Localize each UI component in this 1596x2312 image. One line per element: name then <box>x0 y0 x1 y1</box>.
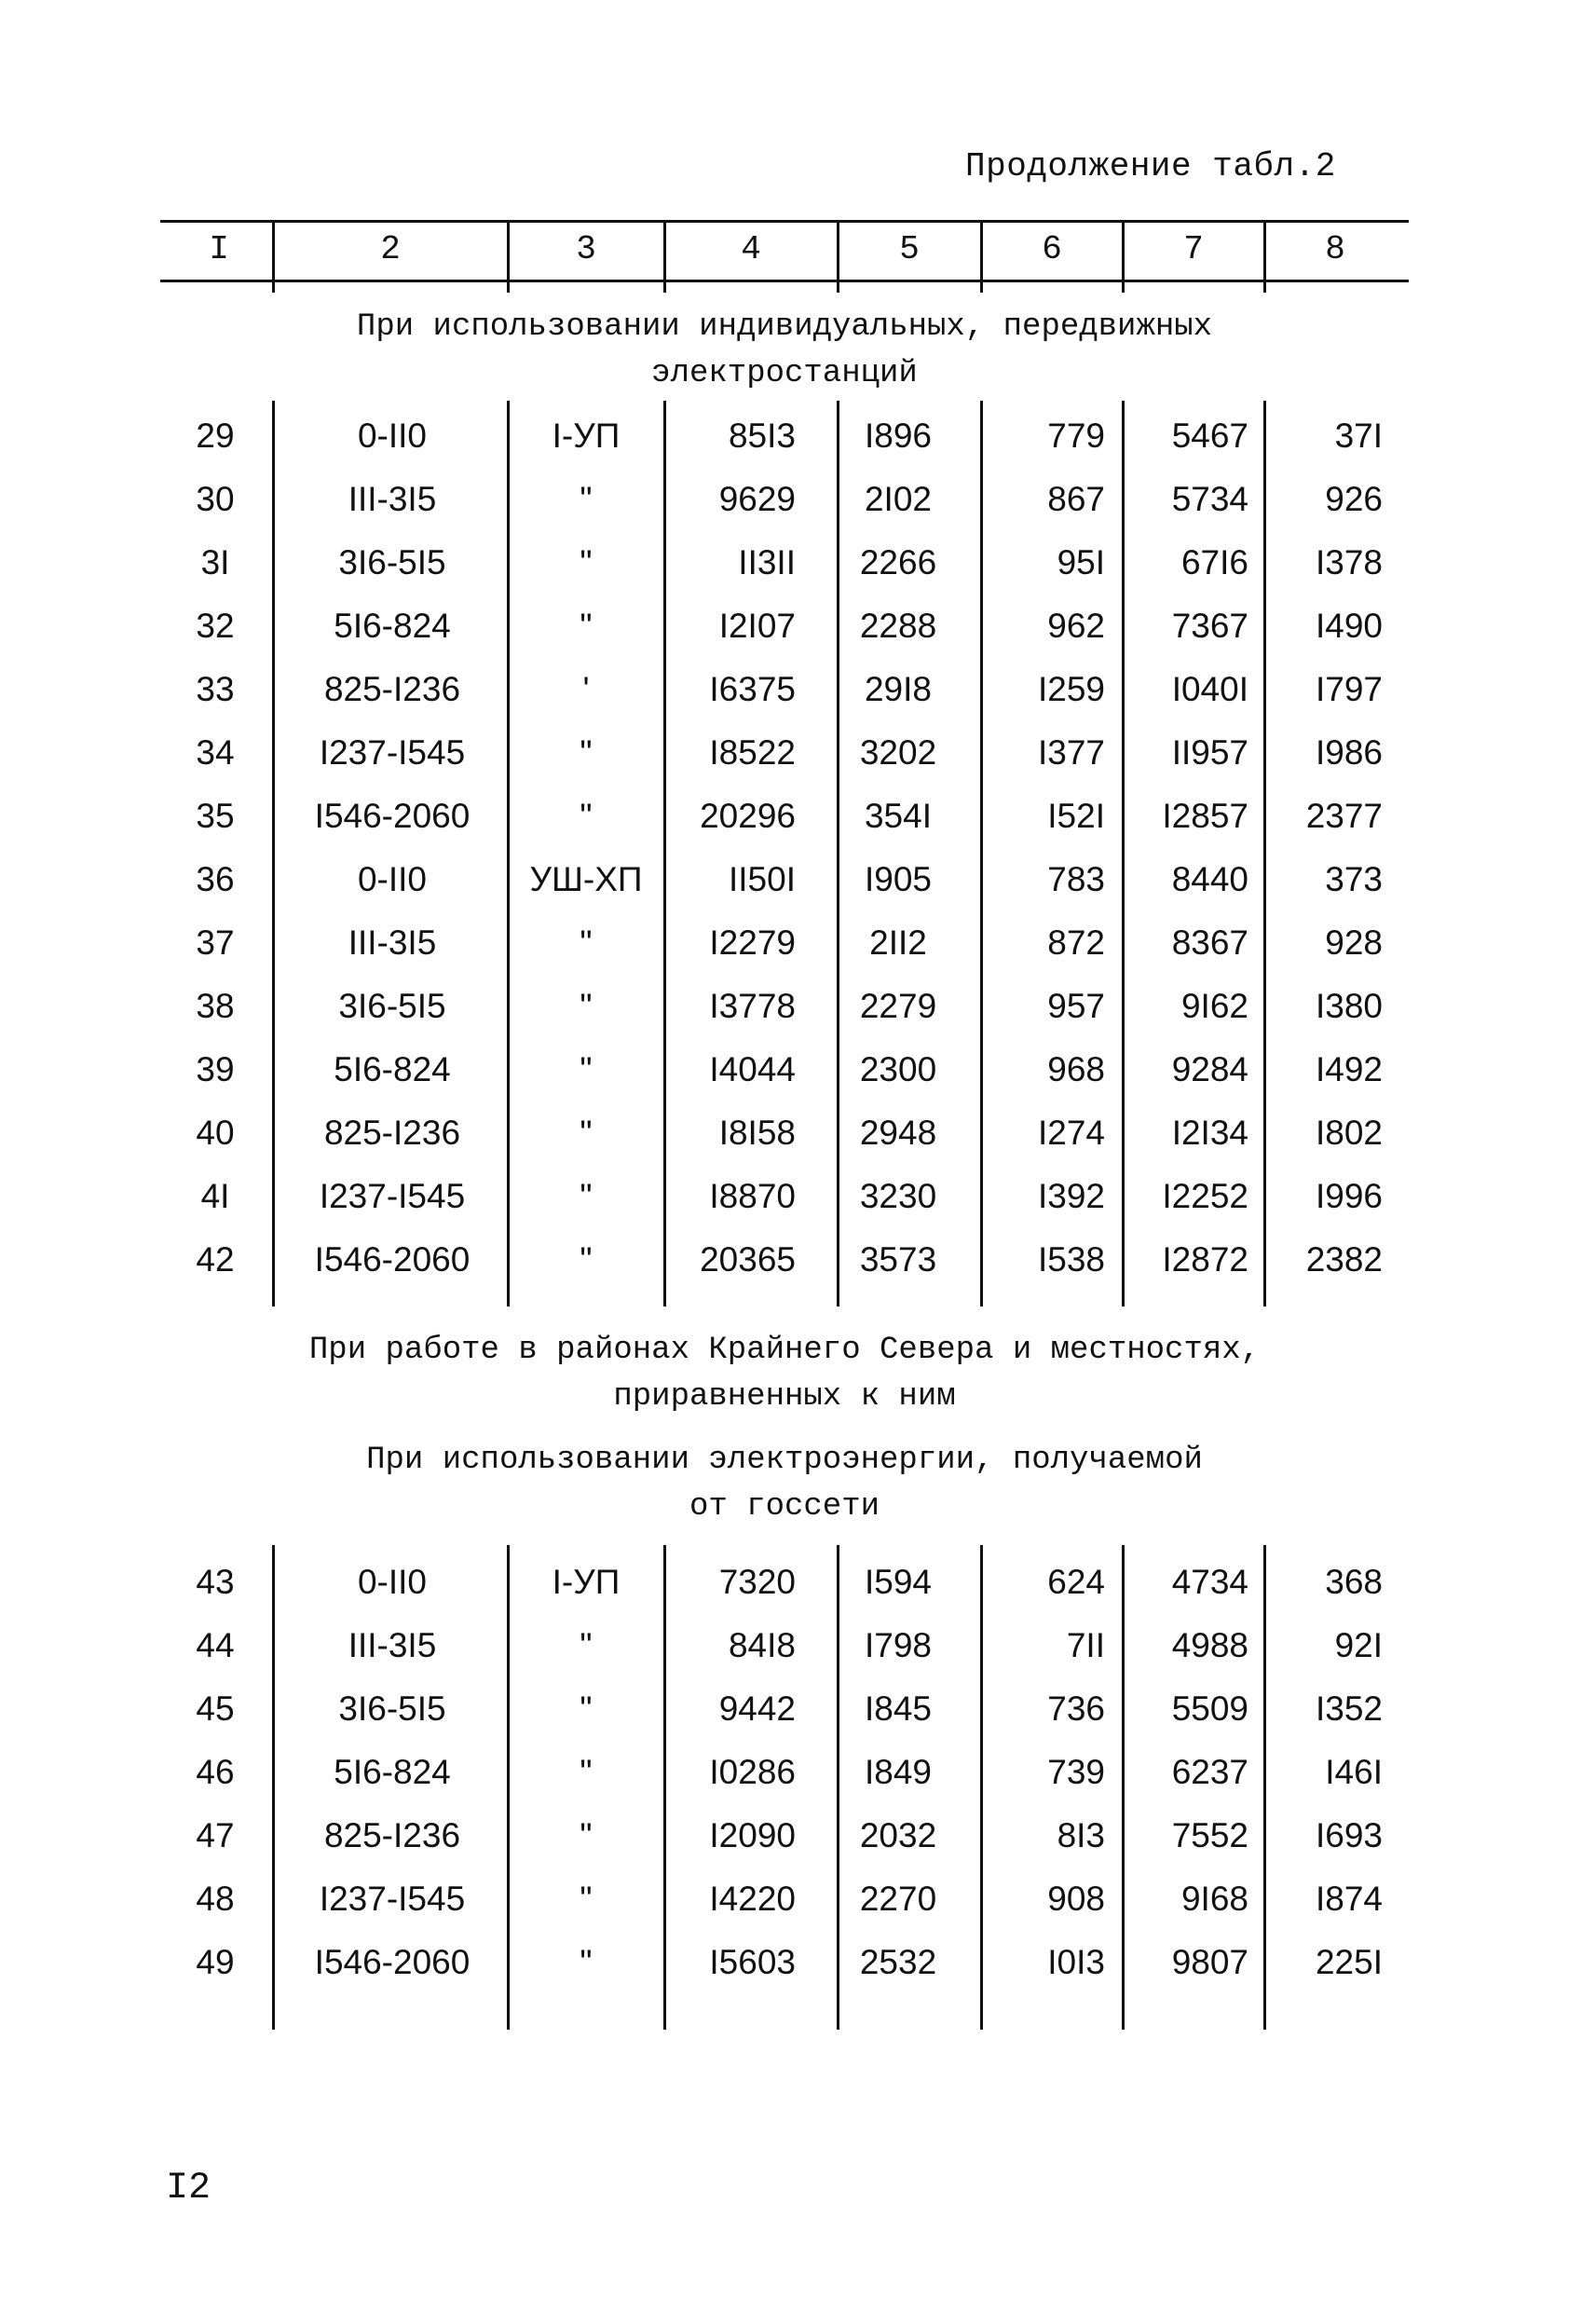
header-divider <box>507 220 510 293</box>
cell-value-col-8: 368 <box>1325 1563 1383 1601</box>
cell-value-col-8: 2382 <box>1305 1240 1383 1279</box>
cell-value-col-6: 957 <box>1047 987 1105 1025</box>
cell-power-range: 0-II0 <box>357 417 428 455</box>
table-caption: Продолжение табл.2 <box>965 147 1336 185</box>
cell-row-number: 33 <box>196 670 235 708</box>
cell-row-number: 38 <box>196 987 235 1025</box>
cell-value-col-8: I378 <box>1315 543 1383 581</box>
header-divider <box>272 220 275 293</box>
cell-value-col-8: I802 <box>1315 1114 1383 1152</box>
cell-value-col-7: 6237 <box>1171 1753 1248 1791</box>
cell-value-col-6: 783 <box>1047 860 1105 898</box>
cell-months: " <box>580 1690 593 1728</box>
header-divider <box>1263 220 1266 293</box>
cell-value-col-5: 29I8 <box>864 670 932 708</box>
cell-value-col-4: I2090 <box>709 1816 796 1854</box>
cell-power-range: I546-2060 <box>314 1240 471 1279</box>
cell-value-col-5: 2279 <box>859 987 937 1025</box>
cell-value-col-6: 908 <box>1047 1880 1105 1918</box>
cell-months: I-УП <box>552 417 621 455</box>
cell-power-range: III-3I5 <box>348 923 437 962</box>
cell-value-col-5: 2270 <box>859 1880 937 1918</box>
cell-value-col-6: I377 <box>1037 733 1105 772</box>
cell-row-number: 35 <box>196 797 235 835</box>
table-row <box>0 1931 1596 1994</box>
cell-power-range: III-3I5 <box>348 480 437 518</box>
cell-value-col-5: 3202 <box>859 733 937 772</box>
cell-power-range: I546-2060 <box>314 797 471 835</box>
cell-value-col-6: 867 <box>1047 480 1105 518</box>
table-row <box>0 1165 1596 1228</box>
cell-months: " <box>580 543 593 581</box>
column-header-3: 3 <box>576 230 596 268</box>
section-heading-line: При использовании электроэнергии, получаемой <box>366 1443 1203 1478</box>
cell-value-col-8: I797 <box>1315 670 1383 708</box>
cell-row-number: 40 <box>196 1114 235 1152</box>
section-heading-line: При использовании индивидуальных, передвижных <box>356 309 1213 345</box>
cell-value-col-4: 85I3 <box>728 417 796 455</box>
cell-months: " <box>580 1177 593 1215</box>
cell-row-number: 34 <box>196 733 235 772</box>
cell-months: " <box>580 797 593 835</box>
cell-value-col-5: 3573 <box>859 1240 937 1279</box>
cell-value-col-8: I693 <box>1315 1816 1383 1854</box>
cell-value-col-7: 8367 <box>1171 923 1248 962</box>
cell-months: " <box>580 1626 593 1664</box>
cell-value-col-5: 2948 <box>859 1114 937 1152</box>
cell-row-number: 4I <box>200 1177 230 1215</box>
section-heading-line: электростанций <box>651 356 918 391</box>
cell-value-col-7: 4988 <box>1171 1626 1248 1664</box>
cell-power-range: I237-I545 <box>319 1177 466 1215</box>
cell-value-col-5: 2266 <box>859 543 937 581</box>
cell-months: " <box>580 607 593 645</box>
cell-row-number: 46 <box>196 1753 235 1791</box>
cell-power-range: I237-I545 <box>319 733 466 772</box>
column-header-6: 6 <box>1042 230 1062 268</box>
cell-value-col-7: 8440 <box>1171 860 1248 898</box>
cell-value-col-6: 624 <box>1047 1563 1105 1601</box>
cell-value-col-6: 779 <box>1047 417 1105 455</box>
header-divider <box>837 220 839 293</box>
cell-value-col-7: 5509 <box>1171 1690 1248 1728</box>
cell-value-col-6: I274 <box>1037 1114 1105 1152</box>
cell-power-range: I546-2060 <box>314 1943 471 1981</box>
cell-power-range: 3I6-5I5 <box>338 543 446 581</box>
cell-row-number: 43 <box>196 1563 235 1601</box>
cell-value-col-4: I8870 <box>709 1177 796 1215</box>
cell-value-col-4: I5603 <box>709 1943 796 1981</box>
cell-value-col-4: 7320 <box>718 1563 796 1601</box>
header-divider <box>663 220 666 293</box>
table-row <box>0 1038 1596 1101</box>
cell-value-col-8: I352 <box>1315 1690 1383 1728</box>
cell-months: " <box>580 480 593 518</box>
table-row <box>0 658 1596 721</box>
cell-value-col-5: 2I02 <box>864 480 932 518</box>
cell-value-col-7: I2872 <box>1162 1240 1248 1279</box>
table-row <box>0 911 1596 975</box>
cell-value-col-5: I594 <box>864 1563 932 1601</box>
cell-value-col-7: 9807 <box>1171 1943 1248 1981</box>
table-row <box>0 531 1596 595</box>
cell-value-col-4: II50I <box>729 860 796 898</box>
cell-power-range: III-3I5 <box>348 1626 437 1664</box>
cell-value-col-7: 7552 <box>1171 1816 1248 1854</box>
cell-value-col-8: I996 <box>1315 1177 1383 1215</box>
cell-value-col-7: I040I <box>1171 670 1248 708</box>
cell-row-number: 32 <box>196 607 235 645</box>
cell-value-col-8: I874 <box>1315 1880 1383 1918</box>
cell-value-col-4: II3II <box>738 543 796 581</box>
cell-power-range: 0-II0 <box>357 1563 428 1601</box>
cell-value-col-7: 9284 <box>1171 1050 1248 1088</box>
cell-value-col-7: II957 <box>1171 733 1248 772</box>
cell-value-col-7: 7367 <box>1171 607 1248 645</box>
cell-value-col-6: 7II <box>1066 1626 1105 1664</box>
table-row <box>0 468 1596 531</box>
cell-months: " <box>580 733 593 772</box>
cell-months: ' <box>582 670 590 708</box>
cell-value-col-8: I490 <box>1315 607 1383 645</box>
cell-months: " <box>580 1816 593 1854</box>
cell-months: " <box>580 987 593 1025</box>
cell-value-col-8: I986 <box>1315 733 1383 772</box>
table-row <box>0 1867 1596 1931</box>
cell-value-col-8: I492 <box>1315 1050 1383 1088</box>
cell-value-col-6: 739 <box>1047 1753 1105 1791</box>
cell-value-col-5: 2032 <box>859 1816 937 1854</box>
table-row <box>0 1741 1596 1804</box>
cell-power-range: 5I6-824 <box>334 607 451 645</box>
cell-value-col-7: 5467 <box>1171 417 1248 455</box>
table-row <box>0 1677 1596 1741</box>
cell-value-col-5: 2288 <box>859 607 937 645</box>
cell-months: " <box>580 1943 593 1981</box>
cell-power-range: 825-I236 <box>323 1816 461 1854</box>
table-row <box>0 785 1596 848</box>
cell-power-range: 5I6-824 <box>334 1050 451 1088</box>
table-row <box>0 1614 1596 1677</box>
cell-months: " <box>580 1240 593 1279</box>
section-heading-far-north <box>160 1327 1409 1530</box>
cell-value-col-6: 95I <box>1057 543 1105 581</box>
cell-value-col-5: 3230 <box>859 1177 937 1215</box>
cell-value-col-4: I3778 <box>709 987 796 1025</box>
cell-power-range: 825-I236 <box>323 1114 461 1152</box>
cell-row-number: 30 <box>196 480 235 518</box>
cell-months: " <box>580 923 593 962</box>
cell-row-number: 44 <box>196 1626 235 1664</box>
cell-value-col-6: 8I3 <box>1057 1816 1105 1854</box>
cell-months: УШ-ХП <box>529 860 643 898</box>
cell-months: I-УП <box>552 1563 621 1601</box>
cell-value-col-4: I6375 <box>709 670 796 708</box>
cell-value-col-8: 926 <box>1325 480 1383 518</box>
cell-row-number: 3I <box>200 543 230 581</box>
cell-value-col-5: 354I <box>864 797 932 835</box>
cell-row-number: 39 <box>196 1050 235 1088</box>
table-row <box>0 1101 1596 1165</box>
cell-months: " <box>580 1753 593 1791</box>
cell-value-col-7: 9I62 <box>1180 987 1248 1025</box>
cell-value-col-5: 2II2 <box>869 923 927 962</box>
section-heading-line: приравненных к ним <box>613 1379 956 1415</box>
cell-power-range: 3I6-5I5 <box>338 987 446 1025</box>
cell-value-col-5: I905 <box>864 860 932 898</box>
section-heading-portable-stations <box>160 304 1409 397</box>
column-header-2: 2 <box>380 230 401 268</box>
cell-value-col-6: I0I3 <box>1047 1943 1105 1981</box>
header-top-rule <box>160 220 1409 223</box>
cell-power-range: I237-I545 <box>319 1880 466 1918</box>
cell-value-col-5: I896 <box>864 417 932 455</box>
cell-months: " <box>580 1050 593 1088</box>
cell-value-col-6: I538 <box>1037 1240 1105 1279</box>
cell-value-col-8: I380 <box>1315 987 1383 1025</box>
cell-value-col-4: I2I07 <box>718 607 796 645</box>
table-row <box>0 1551 1596 1614</box>
cell-value-col-7: I2I34 <box>1171 1114 1248 1152</box>
cell-value-col-6: 872 <box>1047 923 1105 962</box>
cell-value-col-7: 5734 <box>1171 480 1248 518</box>
cell-months: " <box>580 1114 593 1152</box>
cell-value-col-8: 92I <box>1334 1626 1383 1664</box>
cell-row-number: 49 <box>196 1943 235 1981</box>
cell-value-col-8: 928 <box>1325 923 1383 962</box>
cell-value-col-6: I52I <box>1047 797 1105 835</box>
cell-value-col-7: I2252 <box>1162 1177 1248 1215</box>
cell-value-col-5: I798 <box>864 1626 932 1664</box>
cell-value-col-6: I259 <box>1037 670 1105 708</box>
cell-value-col-4: 9442 <box>718 1690 796 1728</box>
cell-value-col-5: 2300 <box>859 1050 937 1088</box>
header-divider <box>1122 220 1125 293</box>
cell-value-col-4: 20365 <box>700 1240 796 1279</box>
cell-value-col-8: 373 <box>1325 860 1383 898</box>
table-row <box>0 848 1596 911</box>
cell-row-number: 47 <box>196 1816 235 1854</box>
cell-value-col-8: 225I <box>1315 1943 1383 1981</box>
header-divider <box>980 220 983 293</box>
table-row <box>0 1804 1596 1867</box>
cell-power-range: 825-I236 <box>323 670 461 708</box>
header-bottom-rule <box>160 280 1409 282</box>
cell-value-col-7: 9I68 <box>1180 1880 1248 1918</box>
cell-value-col-4: 20296 <box>700 797 796 835</box>
table-row <box>0 404 1596 468</box>
column-header-8: 8 <box>1325 230 1345 268</box>
cell-value-col-8: 37I <box>1334 417 1383 455</box>
cell-months: " <box>580 1880 593 1918</box>
cell-power-range: 3I6-5I5 <box>338 1690 446 1728</box>
section-heading-line: от госсети <box>689 1489 880 1525</box>
cell-value-col-5: 2532 <box>859 1943 937 1981</box>
cell-row-number: 36 <box>196 860 235 898</box>
cell-value-col-5: I849 <box>864 1753 932 1791</box>
cell-value-col-8: 2377 <box>1305 797 1383 835</box>
cell-row-number: 37 <box>196 923 235 962</box>
cell-value-col-4: I0286 <box>709 1753 796 1791</box>
cell-value-col-4: I4044 <box>709 1050 796 1088</box>
table-row <box>0 975 1596 1038</box>
cell-value-col-4: 84I8 <box>728 1626 796 1664</box>
cell-value-col-8: I46I <box>1325 1753 1383 1791</box>
cell-row-number: 48 <box>196 1880 235 1918</box>
cell-value-col-4: I8522 <box>709 733 796 772</box>
page-number: I2 <box>166 2168 211 2209</box>
cell-row-number: 42 <box>196 1240 235 1279</box>
column-header-7: 7 <box>1183 230 1204 268</box>
cell-row-number: 29 <box>196 417 235 455</box>
cell-value-col-4: I2279 <box>709 923 796 962</box>
column-header-1: I <box>209 230 229 268</box>
cell-value-col-4: 9629 <box>718 480 796 518</box>
cell-value-col-4: I4220 <box>709 1880 796 1918</box>
cell-value-col-7: 67I6 <box>1180 543 1248 581</box>
section-heading-line: При работе в районах Крайнего Севера и местностях, <box>308 1333 1261 1368</box>
cell-power-range: 0-II0 <box>357 860 428 898</box>
table-row <box>0 1228 1596 1292</box>
column-header-4: 4 <box>741 230 761 268</box>
table-row <box>0 721 1596 785</box>
cell-value-col-7: 4734 <box>1171 1563 1248 1601</box>
cell-value-col-7: I2857 <box>1162 797 1248 835</box>
cell-value-col-6: 968 <box>1047 1050 1105 1088</box>
column-header-5: 5 <box>899 230 920 268</box>
cell-row-number: 45 <box>196 1690 235 1728</box>
cell-power-range: 5I6-824 <box>334 1753 451 1791</box>
cell-value-col-6: 962 <box>1047 607 1105 645</box>
cell-value-col-6: 736 <box>1047 1690 1105 1728</box>
table-row <box>0 595 1596 658</box>
cell-value-col-5: I845 <box>864 1690 932 1728</box>
cell-value-col-4: I8I58 <box>718 1114 796 1152</box>
cell-value-col-6: I392 <box>1037 1177 1105 1215</box>
